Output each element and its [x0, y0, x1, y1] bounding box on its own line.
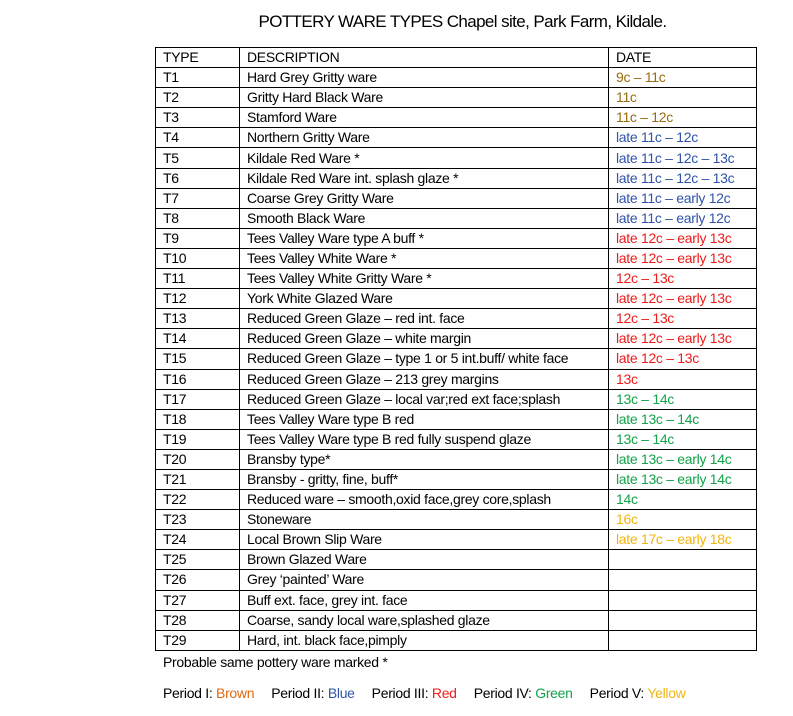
- header-description: DESCRIPTION: [240, 48, 609, 68]
- cell-description: Buff ext. face, grey int. face: [240, 590, 609, 610]
- table-row: [156, 188, 757, 208]
- cell-type: T29: [156, 630, 240, 650]
- cell-date: [609, 550, 757, 570]
- cell-description: Kildale Red Ware int. splash glaze *: [240, 168, 609, 188]
- legend-period-1: Period I: Brown: [163, 685, 255, 701]
- cell-date: 16c: [609, 510, 757, 530]
- cell-date: late 13c – early 14c: [609, 469, 757, 489]
- table-row: [156, 469, 757, 489]
- cell-date: late 12c – early 13c: [609, 329, 757, 349]
- cell-type: T28: [156, 610, 240, 630]
- cell-date: 13c – 14c: [609, 429, 757, 449]
- cell-date: late 11c – 12c: [609, 128, 757, 148]
- cell-description: York White Glazed Ware: [240, 289, 609, 309]
- legend-period-2: Period II: Blue: [271, 685, 355, 701]
- cell-description: Tees Valley Ware type B red fully suspend glaze: [240, 429, 609, 449]
- cell-description: Local Brown Slip Ware: [240, 530, 609, 550]
- legend-period-4: Period IV: Green: [473, 685, 573, 701]
- cell-description: Hard, int. black face,pimply: [240, 630, 609, 650]
- cell-type: T17: [156, 389, 240, 409]
- cell-type: T13: [156, 309, 240, 329]
- table-row: [156, 530, 757, 550]
- cell-type: T4: [156, 128, 240, 148]
- page-title: POTTERY WARE TYPES Chapel site, Park Farm, Kildale.: [258, 12, 667, 31]
- cell-description: Reduced Green Glaze – local var;red ext face;splash: [240, 389, 609, 409]
- cell-type: T18: [156, 409, 240, 429]
- cell-date: late 12c – early 13c: [609, 228, 757, 248]
- cell-type: T21: [156, 469, 240, 489]
- cell-description: Kildale Red Ware *: [240, 148, 609, 168]
- table-row: [156, 490, 757, 510]
- cell-type: T11: [156, 269, 240, 289]
- cell-description: Stoneware: [240, 510, 609, 530]
- cell-date: 13c: [609, 369, 757, 389]
- cell-type: T6: [156, 168, 240, 188]
- cell-date: [609, 570, 757, 590]
- table-row: [156, 510, 757, 530]
- table-row: [156, 68, 757, 88]
- cell-type: T25: [156, 550, 240, 570]
- table-row: [156, 610, 757, 630]
- cell-date: late 11c – early 12c: [609, 208, 757, 228]
- table-row: [156, 550, 757, 570]
- cell-type: T20: [156, 449, 240, 469]
- cell-description: Hard Grey Gritty ware: [240, 68, 609, 88]
- cell-description: Tees Valley White Ware *: [240, 248, 609, 268]
- table-row: [156, 449, 757, 469]
- table-row: [156, 630, 757, 650]
- cell-date: late 17c – early 18c: [609, 530, 757, 550]
- table-row: [156, 108, 757, 128]
- cell-type: T5: [156, 148, 240, 168]
- cell-type: T15: [156, 349, 240, 369]
- cell-date: [609, 590, 757, 610]
- cell-date: late 12c – early 13c: [609, 248, 757, 268]
- cell-description: Stamford Ware: [240, 108, 609, 128]
- cell-description: Gritty Hard Black Ware: [240, 88, 609, 108]
- cell-type: T8: [156, 208, 240, 228]
- cell-type: T1: [156, 68, 240, 88]
- cell-type: T23: [156, 510, 240, 530]
- cell-description: Reduced Green Glaze – white margin: [240, 329, 609, 349]
- pottery-table: [155, 47, 757, 651]
- table-row: [156, 389, 757, 409]
- cell-type: T10: [156, 248, 240, 268]
- cell-description: Brown Glazed Ware: [240, 550, 609, 570]
- table-row: [156, 590, 757, 610]
- cell-type: T12: [156, 289, 240, 309]
- cell-date: 12c – 13c: [609, 309, 757, 329]
- table-row: [156, 168, 757, 188]
- cell-description: Reduced Green Glaze – red int. face: [240, 309, 609, 329]
- cell-description: Northern Gritty Ware: [240, 128, 609, 148]
- cell-description: Smooth Black Ware: [240, 208, 609, 228]
- cell-type: T22: [156, 490, 240, 510]
- cell-date: late 11c – 12c – 13c: [609, 168, 757, 188]
- cell-date: late 11c – early 12c: [609, 188, 757, 208]
- table-row: [156, 349, 757, 369]
- table-row: [156, 228, 757, 248]
- cell-date: late 12c – 13c: [609, 349, 757, 369]
- cell-description: Tees Valley Ware type A buff *: [240, 228, 609, 248]
- cell-date: late 13c – 14c: [609, 409, 757, 429]
- cell-description: Reduced Green Glaze – 213 grey margins: [240, 369, 609, 389]
- table-row: [156, 269, 757, 289]
- cell-description: Tees Valley Ware type B red: [240, 409, 609, 429]
- cell-type: T14: [156, 329, 240, 349]
- cell-type: T2: [156, 88, 240, 108]
- cell-date: late 12c – early 13c: [609, 289, 757, 309]
- table-row: [156, 248, 757, 268]
- cell-type: T24: [156, 530, 240, 550]
- legend-period-3: Period III: Red: [371, 685, 457, 701]
- cell-description: Bransby - gritty, fine, buff*: [240, 469, 609, 489]
- cell-description: Grey ‘painted’ Ware: [240, 570, 609, 590]
- cell-type: T9: [156, 228, 240, 248]
- cell-date: [609, 630, 757, 650]
- cell-date: 9c – 11c: [609, 68, 757, 88]
- cell-date: [609, 610, 757, 630]
- cell-type: T27: [156, 590, 240, 610]
- table-row: [156, 88, 757, 108]
- table-row: [156, 409, 757, 429]
- table-row: [156, 289, 757, 309]
- table-row: [156, 148, 757, 168]
- cell-description: Tees Valley White Gritty Ware *: [240, 269, 609, 289]
- period-legend: [163, 685, 686, 701]
- header-type: TYPE: [156, 48, 240, 68]
- cell-type: T7: [156, 188, 240, 208]
- table-row: [156, 369, 757, 389]
- table-row: [156, 329, 757, 349]
- cell-description: Coarse, sandy local ware,splashed glaze: [240, 610, 609, 630]
- footnote: Probable same pottery ware marked *: [163, 654, 388, 670]
- table-row: [156, 128, 757, 148]
- cell-type: T26: [156, 570, 240, 590]
- cell-date: 13c – 14c: [609, 389, 757, 409]
- table-header-row: [156, 48, 757, 68]
- cell-type: T19: [156, 429, 240, 449]
- table-row: [156, 570, 757, 590]
- cell-date: 14c: [609, 490, 757, 510]
- cell-type: T3: [156, 108, 240, 128]
- cell-description: Coarse Grey Gritty Ware: [240, 188, 609, 208]
- table-row: [156, 208, 757, 228]
- cell-description: Bransby type*: [240, 449, 609, 469]
- cell-date: 12c – 13c: [609, 269, 757, 289]
- cell-description: Reduced Green Glaze – type 1 or 5 int.buff/ white face: [240, 349, 609, 369]
- cell-date: 11c: [609, 88, 757, 108]
- cell-type: T16: [156, 369, 240, 389]
- header-date: DATE: [609, 48, 757, 68]
- cell-description: Reduced ware – smooth,oxid face,grey core,splash: [240, 490, 609, 510]
- cell-date: 11c – 12c: [609, 108, 757, 128]
- cell-date: late 13c – early 14c: [609, 449, 757, 469]
- table-row: [156, 309, 757, 329]
- table-row: [156, 429, 757, 449]
- cell-date: late 11c – 12c – 13c: [609, 148, 757, 168]
- legend-period-5: Period V: Yellow: [589, 685, 686, 701]
